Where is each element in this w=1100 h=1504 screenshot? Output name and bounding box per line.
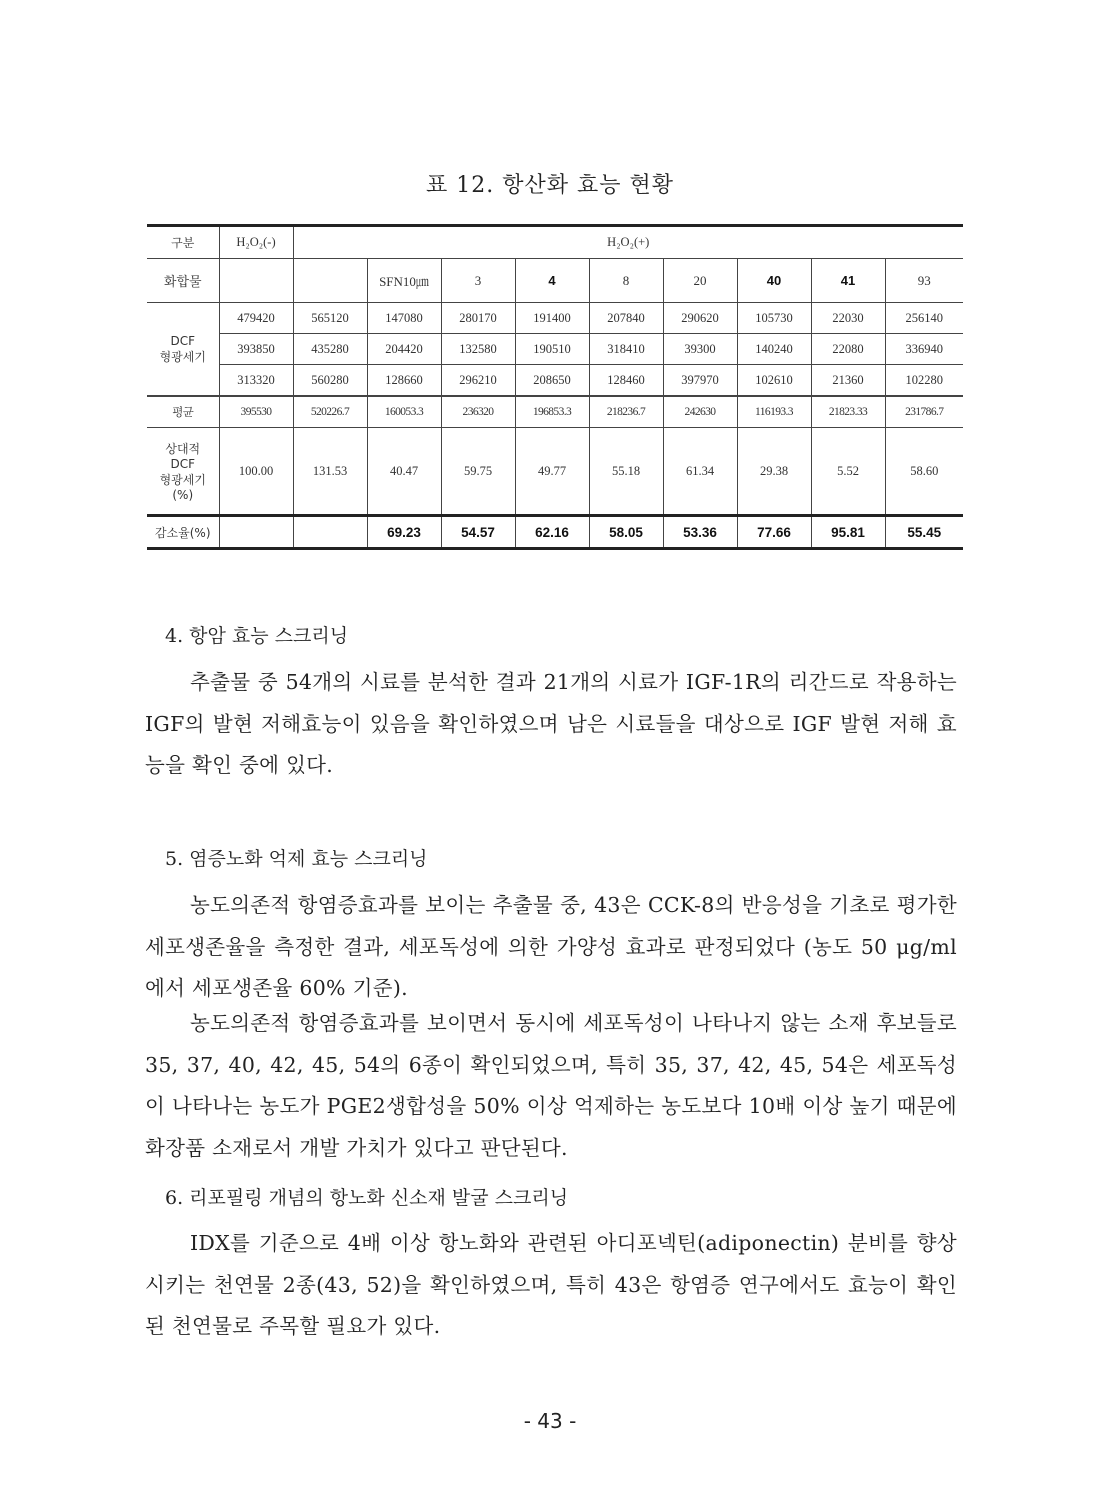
decrease-cell: 53.36: [663, 516, 737, 549]
dcf-label: [147, 303, 219, 397]
relative-label-line: (%): [172, 488, 194, 502]
dcf-label-line: DCF: [170, 333, 196, 348]
average-cell: 218236.7: [589, 396, 663, 428]
dcf-cell: 393850: [219, 334, 293, 365]
average-cell: 395530: [219, 396, 293, 428]
average-label: 평균: [147, 396, 219, 428]
relative-cell: 59.75: [441, 428, 515, 516]
average-cell: 231786.7: [885, 396, 963, 428]
dcf-cell: 397970: [663, 365, 737, 397]
section-5-paragraph-1: 농도의존적 항염증효과를 보이는 추출물 중, 43은 CCK-8의 반응성을 기초로 평가한 세포생존율을 측정한 결과, 세포독성에 의한 가양성 효과로 판정되었다 (농도 50 μg/ml에서 세포생존율 60% 기준).: [145, 893, 957, 1000]
dcf-cell: 105730: [737, 303, 811, 334]
header-h2o2-positive: H₂O₂(+): [293, 226, 963, 259]
dcf-cell: 565120: [293, 303, 367, 334]
dcf-cell: 190510: [515, 334, 589, 365]
relative-label-line: DCF: [170, 457, 196, 471]
dcf-cell: 128460: [589, 365, 663, 397]
dcf-cell: 280170: [441, 303, 515, 334]
dcf-cell: 22080: [811, 334, 885, 365]
relative-cell: 58.60: [885, 428, 963, 516]
compound-cell: 40: [737, 259, 811, 303]
compound-cell: SFN10㎛: [367, 259, 441, 303]
dcf-cell: 560280: [293, 365, 367, 397]
relative-cell: 40.47: [367, 428, 441, 516]
relative-cell: 61.34: [663, 428, 737, 516]
average-cell: 21823.33: [811, 396, 885, 428]
section-4-paragraph: 추출물 중 54개의 시료를 분석한 결과 21개의 시료가 IGF-1R의 리간드로 작용하는 IGF의 발현 저해효능이 있음을 확인하였으며 남은 시료들을 대상으로 IGF 발현 저해 효능을 확인 중에 있다.: [145, 670, 957, 777]
decrease-cell: 55.45: [885, 516, 963, 549]
decrease-cell: 62.16: [515, 516, 589, 549]
dcf-cell: 102610: [737, 365, 811, 397]
section-6-heading: 6. 리포필링 개념의 항노화 신소재 발굴 스크리닝: [165, 1187, 569, 1209]
average-cell: 116193.3: [737, 396, 811, 428]
decrease-label: 감소율(%): [147, 516, 219, 549]
section-5-heading: 5. 염증노화 억제 효능 스크리닝: [165, 848, 428, 870]
compound-row: [147, 259, 963, 303]
decrease-cell: 58.05: [589, 516, 663, 549]
decrease-cell: 77.66: [737, 516, 811, 549]
dcf-cell: 208650: [515, 365, 589, 397]
dcf-cell: 435280: [293, 334, 367, 365]
relative-label-line: 상대적: [165, 442, 201, 456]
relative-cell: 5.52: [811, 428, 885, 516]
relative-cell: 55.18: [589, 428, 663, 516]
dcf-cell: 132580: [441, 334, 515, 365]
compound-cell: 3: [441, 259, 515, 303]
header-h2o2-negative: H₂O₂(-): [219, 226, 293, 259]
dcf-row: [147, 365, 963, 397]
dcf-label-line: 형광세기: [159, 349, 206, 364]
compound-cell: 20: [663, 259, 737, 303]
dcf-row: [147, 303, 963, 334]
dcf-cell: 140240: [737, 334, 811, 365]
dcf-cell: 128660: [367, 365, 441, 397]
relative-row: [147, 428, 963, 516]
compound-cell: 4: [515, 259, 589, 303]
table-caption: 표 12. 항산화 효능 현황: [426, 173, 674, 198]
dcf-cell: 22030: [811, 303, 885, 334]
decrease-cell: [219, 516, 293, 549]
average-cell: 242630: [663, 396, 737, 428]
decrease-cell: 69.23: [367, 516, 441, 549]
relative-cell: 100.00: [219, 428, 293, 516]
compound-cell: [219, 259, 293, 303]
dcf-cell: 191400: [515, 303, 589, 334]
dcf-cell: 207840: [589, 303, 663, 334]
dcf-cell: 204420: [367, 334, 441, 365]
dcf-cell: 39300: [663, 334, 737, 365]
average-cell: 196853.3: [515, 396, 589, 428]
dcf-cell: 296210: [441, 365, 515, 397]
dcf-cell: 102280: [885, 365, 963, 397]
average-row: [147, 396, 963, 428]
average-cell: 160053.3: [367, 396, 441, 428]
compound-label: 화합물: [147, 259, 219, 303]
relative-label-line: 형광세기: [159, 473, 206, 487]
section-4-heading: 4. 항암 효능 스크리닝: [165, 625, 349, 647]
compound-cell: 41: [811, 259, 885, 303]
section-5-paragraph-2: 농도의존적 항염증효과를 보이면서 동시에 세포독성이 나타나지 않는 소재 후보들로 35, 37, 40, 42, 45, 54의 6종이 확인되었으며, 특히 35, 37, 42, 45, 54은 세포독성이 나타나는 농도가 PGE2생합성을 50% 이상 억제하는 농도보다 10배 이상 높기 때문에 화장품 소재로서 개발 가치가 있다고 판단된다.: [145, 1011, 957, 1160]
decrease-cell: 54.57: [441, 516, 515, 549]
dcf-row: [147, 334, 963, 365]
compound-cell: 93: [885, 259, 963, 303]
relative-cell: 131.53: [293, 428, 367, 516]
compound-cell: [293, 259, 367, 303]
section-6-paragraph: IDX를 기준으로 4배 이상 항노화와 관련된 아디포넥틴(adiponectin) 분비를 향상시키는 천연물 2종(43, 52)을 확인하였으며, 특히 43은 항염증 연구에서도 효능이 확인된 천연물로 주목할 필요가 있다.: [145, 1231, 957, 1338]
dcf-cell: 313320: [219, 365, 293, 397]
dcf-cell: 479420: [219, 303, 293, 334]
dcf-cell: 21360: [811, 365, 885, 397]
dcf-cell: 290620: [663, 303, 737, 334]
decrease-cell: 95.81: [811, 516, 885, 549]
decrease-cell: [293, 516, 367, 549]
dcf-cell: 256140: [885, 303, 963, 334]
relative-cell: 49.77: [515, 428, 589, 516]
average-cell: 520226.7: [293, 396, 367, 428]
antioxidant-table: [147, 224, 963, 550]
page-number: - 43 -: [523, 1409, 577, 1433]
dcf-cell: 336940: [885, 334, 963, 365]
relative-cell: 29.38: [737, 428, 811, 516]
average-cell: 236320: [441, 396, 515, 428]
compound-cell: 8: [589, 259, 663, 303]
table-header-row: [147, 226, 963, 259]
dcf-cell: 147080: [367, 303, 441, 334]
dcf-cell: 318410: [589, 334, 663, 365]
relative-label: [147, 428, 219, 516]
decrease-row: [147, 516, 963, 549]
header-category: 구분: [147, 226, 219, 259]
